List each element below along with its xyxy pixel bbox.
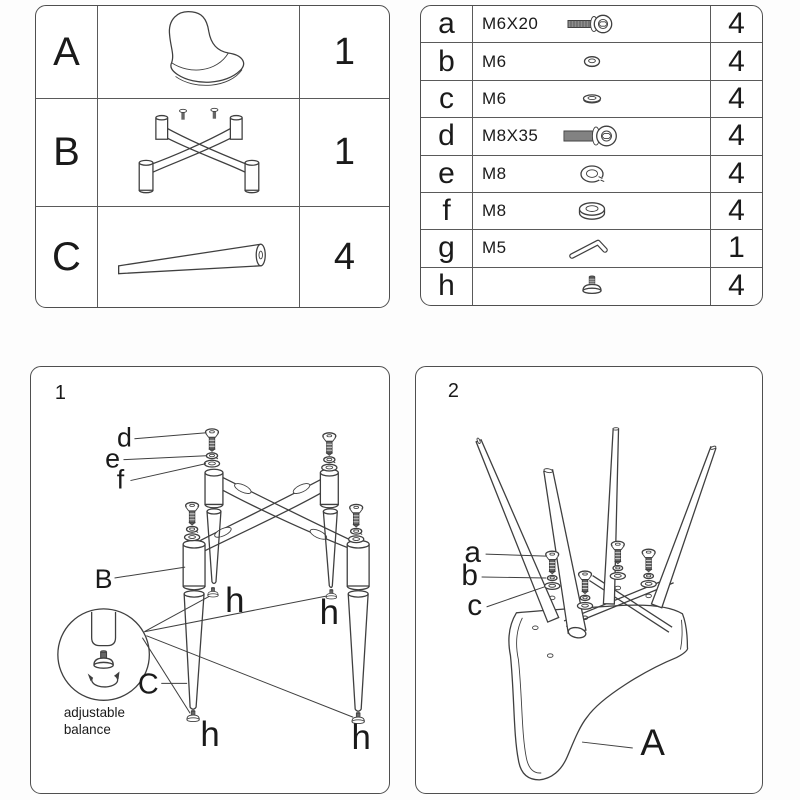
part-qty: 1 [300,99,389,207]
step2-diagram [416,367,762,793]
label-e: e [105,443,121,474]
cross-base-illustration [98,99,300,207]
label-A: A [640,721,665,763]
hardware-letter: h [421,268,473,305]
label-h4: h [351,718,371,758]
hardware-qty: 4 [728,269,745,303]
base-mini-screw [179,108,217,119]
rear-legs [207,509,337,588]
seat-shell-icon [101,7,297,97]
note-balance: balance [63,722,111,738]
front-legs [184,591,368,712]
hardware-qty: 4 [711,193,762,230]
hardware-letter: f [421,193,473,230]
label-f: f [116,464,125,495]
hardware-row-a [473,6,711,43]
step2-panel [415,366,763,794]
label-b: b [461,558,478,592]
hardware-qty: 4 [711,43,762,80]
hardware-letter: a [421,6,473,43]
cross-base-icon [101,101,297,205]
hardware-row-b [473,43,711,80]
hardware-letter: c [421,81,473,118]
hardware-row-f [473,193,711,230]
step1-diagram [31,367,389,793]
leg-illustration [98,207,300,307]
hardware-qty: 4 [711,156,762,193]
step-number: 1 [54,382,66,405]
hardware-row-g [473,230,711,267]
nut-icon [562,50,622,74]
hardware-table [420,5,763,306]
foot-glide-icon [562,271,622,301]
hardware-qty: 1 [711,230,762,267]
hardware-row-h [473,268,711,305]
hardware-row-e [473,156,711,193]
allen-key-icon [562,234,622,262]
washer-icon [562,87,622,111]
hardware-letter: e [421,156,473,193]
socket-head-screw-icon [562,124,622,148]
hardware-row-d [473,118,711,155]
label-h1: h [225,580,245,620]
part-qty: 4 [333,235,356,278]
flat-washer-icon [562,198,622,224]
label-C: C [137,668,159,701]
hardware-spec: M6 [482,88,507,108]
label-a: a [464,536,481,570]
label-B: B [94,563,113,594]
step-number: 2 [447,380,459,403]
hardware-qty: 4 [711,81,762,118]
hardware-spec: M8X35 [482,126,539,146]
part-letter: B [36,99,98,207]
hardware-row-c [473,81,711,118]
label-h3: h [200,715,220,755]
label-d: d [117,422,132,453]
hardware-letter: d [421,118,473,155]
hardware-spec: M8 [482,201,507,221]
hardware-qty: 4 [711,6,762,43]
hardware-qty: 4 [711,118,762,155]
hardware-letter: b [421,43,473,80]
adjustable-balance-detail [58,609,149,700]
note-adjustable: adjustable [63,705,125,721]
button-head-screw-icon [562,12,622,36]
hardware-spec: M5 [482,238,507,258]
step1-panel [30,366,390,794]
hardware-spec: M6 [482,51,507,71]
hardware-spec: M6X20 [482,14,539,34]
part-qty: 1 [300,6,389,99]
hardware-spec: M8 [482,163,507,183]
hardware-letter: g [421,230,473,267]
label-h2: h [319,592,340,632]
leg-icon [101,209,297,305]
seat-shell-illustration [98,6,300,99]
spring-washer-icon [562,161,622,187]
label-c: c [467,588,483,622]
part-letter: C [36,207,98,307]
part-letter: A [36,6,98,99]
base-socket [139,115,259,192]
parts-table [35,5,390,308]
